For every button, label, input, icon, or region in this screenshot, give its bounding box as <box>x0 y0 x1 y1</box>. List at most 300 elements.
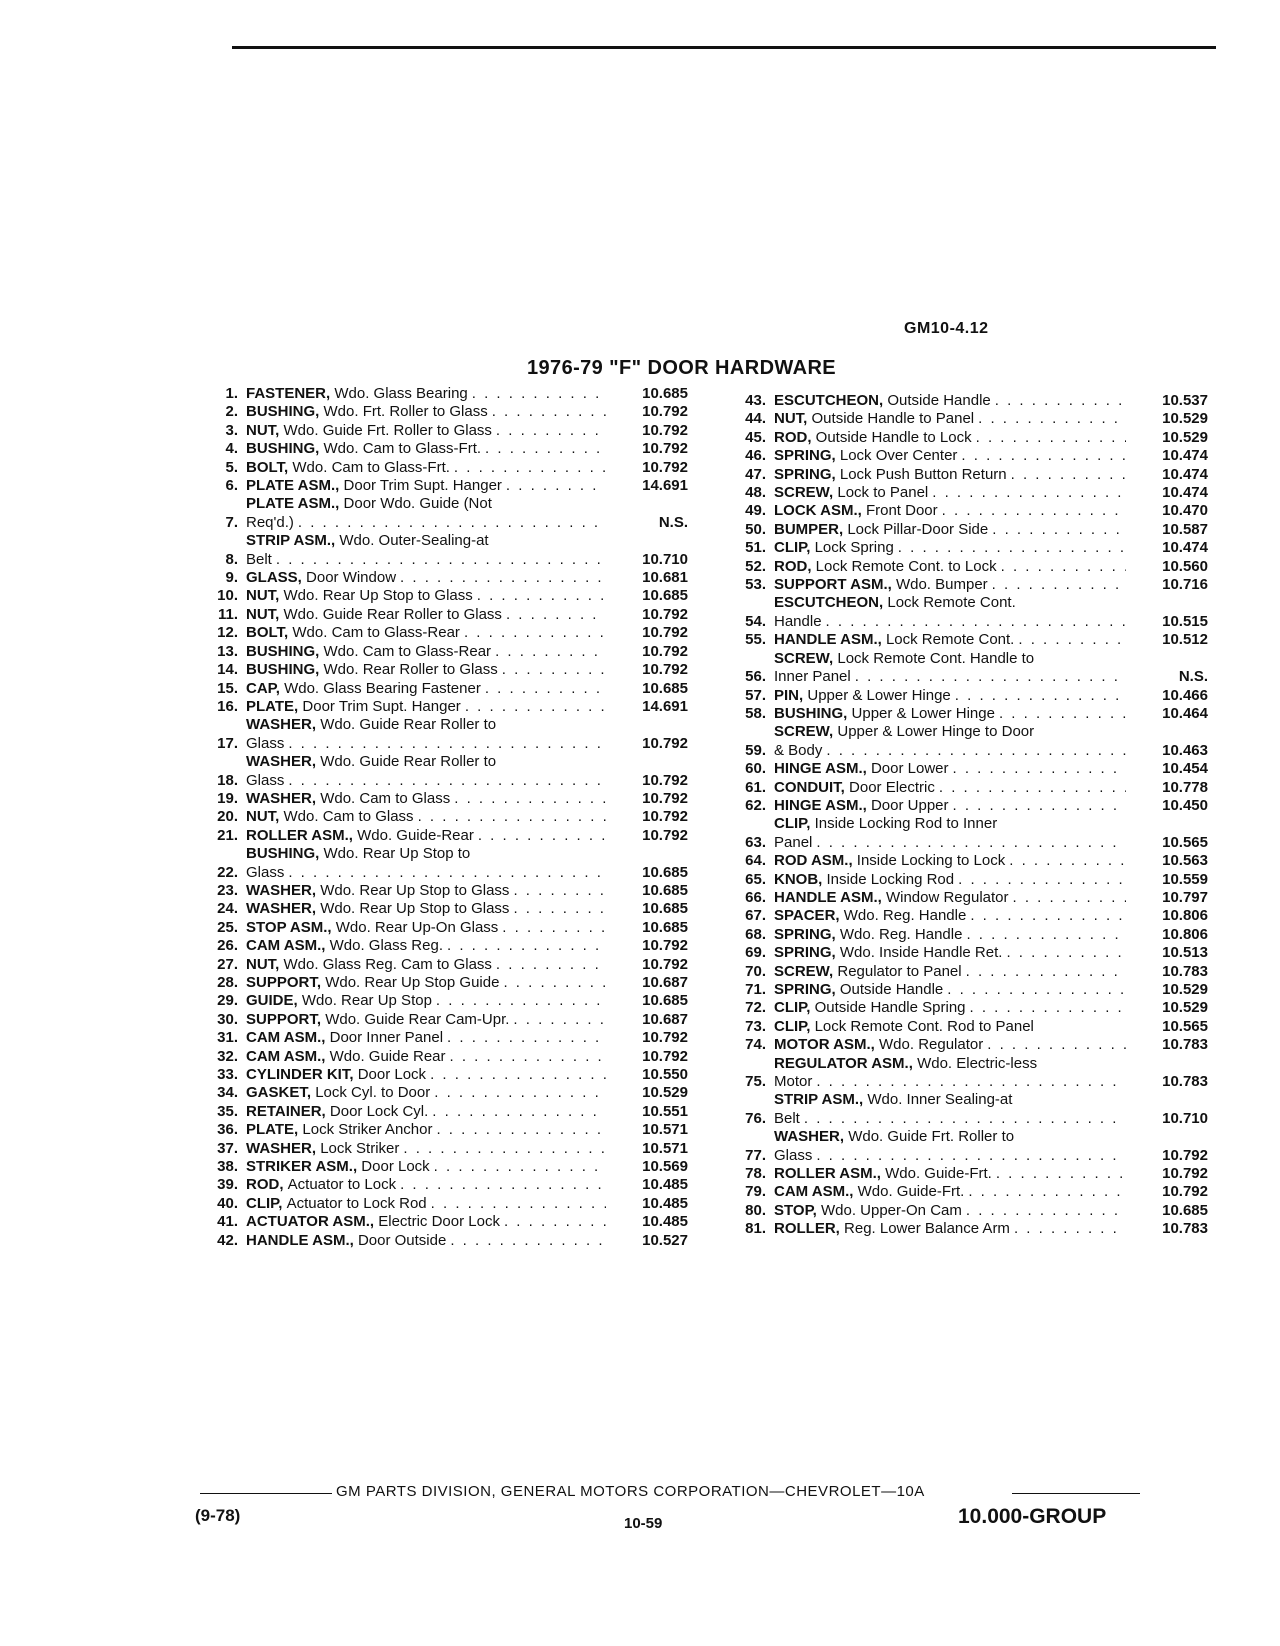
item-number: 22. <box>217 863 238 881</box>
part-name: BUSHING, <box>246 661 320 679</box>
part-name: NUT, <box>246 421 280 439</box>
item-number: 46. <box>745 447 766 465</box>
part-name: CAM ASM., <box>246 1029 326 1047</box>
part-name: BUSHING, <box>246 440 320 458</box>
group-reference: 10.792 <box>642 403 688 421</box>
item-number: 49. <box>745 502 766 520</box>
item-number: 68. <box>745 925 766 943</box>
item-body <box>774 631 1208 649</box>
part-description: Outside Handle to Lock <box>815 428 972 446</box>
item-number: 33. <box>217 1066 238 1084</box>
part-name: SUPPORT, <box>246 1010 322 1028</box>
part-name: ROD, <box>246 1176 284 1194</box>
page-number: 10-59 <box>624 1515 663 1532</box>
part-description-continued: Glass <box>246 734 285 752</box>
item-number: 66. <box>745 888 766 906</box>
part-name: SCREW, <box>774 484 834 502</box>
leader-dots <box>434 1158 606 1176</box>
item-number: 81. <box>745 1220 766 1238</box>
part-name: HANDLE ASM., <box>774 888 882 906</box>
leader-dots <box>513 1011 606 1029</box>
part-name: CYLINDER KIT, <box>246 1066 354 1084</box>
part-description: Wdo. Regulator <box>879 1036 984 1054</box>
parts-row <box>726 594 1208 631</box>
parts-row <box>726 558 1208 576</box>
leader-dots <box>434 1084 606 1102</box>
part-name: CLIP, <box>774 539 811 557</box>
item-line <box>774 687 1208 705</box>
group-reference: 10.792 <box>642 1029 688 1047</box>
parts-row <box>198 992 688 1010</box>
leader-dots <box>966 926 1126 944</box>
page-title: 1976-79 "F" DOOR HARDWARE <box>527 357 837 379</box>
group-reference: 10.515 <box>1162 612 1208 630</box>
group-reference: 10.792 <box>642 789 688 807</box>
item-number: 70. <box>745 962 766 980</box>
parts-row <box>726 981 1208 999</box>
item-number: 47. <box>745 465 766 483</box>
group-reference: 14.691 <box>642 697 688 715</box>
item-number: 17. <box>217 734 238 752</box>
item-body <box>774 852 1208 870</box>
item-number: 7. <box>225 513 238 531</box>
group-reference: 10.685 <box>642 385 688 402</box>
part-name: WASHER, <box>246 881 317 899</box>
item-line <box>774 999 1208 1017</box>
item-line <box>774 539 1208 557</box>
footer-rule-left <box>200 1493 332 1494</box>
leader-dots <box>432 1103 606 1121</box>
item-number: 75. <box>745 1073 766 1091</box>
group-reference: 10.792 <box>642 458 688 476</box>
part-name: ROLLER ASM., <box>246 826 353 844</box>
group-reference: 10.685 <box>642 900 688 918</box>
part-description: Door Lock <box>361 1158 430 1176</box>
leader-dots <box>942 502 1126 520</box>
item-line <box>774 502 1208 520</box>
item-body <box>774 723 1208 760</box>
item-line <box>774 1128 1208 1146</box>
leader-dots <box>436 992 606 1010</box>
item-number: 24. <box>217 900 238 918</box>
item-body <box>774 484 1208 502</box>
parts-row <box>726 963 1208 981</box>
item-line <box>774 1202 1208 1220</box>
group-reference: 10.454 <box>1162 760 1208 778</box>
item-body <box>774 687 1208 705</box>
group-reference: 10.464 <box>1162 704 1208 722</box>
leader-dots <box>400 569 606 587</box>
part-description: Wdo. Outer-Sealing-at <box>339 532 489 550</box>
part-description: Wdo. Cam to Glass-Rear <box>323 642 492 660</box>
part-description: Wdo. Electric-less <box>917 1054 1038 1072</box>
parts-row <box>198 1140 688 1158</box>
part-description: Lock Over Center <box>839 447 958 465</box>
item-number: 44. <box>745 410 766 428</box>
parts-row <box>198 790 688 808</box>
item-number: 64. <box>745 852 766 870</box>
part-name: BUSHING, <box>246 403 320 421</box>
part-description: Wdo. Guide Rear Roller to <box>320 753 497 771</box>
item-number: 42. <box>217 1231 238 1249</box>
leader-dots <box>953 760 1126 778</box>
leader-dots <box>288 772 606 790</box>
parts-row <box>198 937 688 955</box>
part-description: Lock Remote Cont. Rod to Panel <box>814 1017 1034 1035</box>
leader-dots <box>454 459 606 477</box>
part-name: SUPPORT ASM., <box>774 576 892 594</box>
leader-dots <box>506 606 606 624</box>
part-description: Window Regulator <box>885 888 1009 906</box>
group-reference: 10.783 <box>1162 1073 1208 1091</box>
part-description: Wdo. Frt. Roller to Glass <box>323 403 488 421</box>
group-reference: 10.463 <box>1162 741 1208 759</box>
part-name: BUSHING, <box>774 704 848 722</box>
item-line <box>774 1036 1208 1054</box>
part-name: STOP, <box>774 1201 817 1219</box>
parts-list-right <box>726 392 1208 1239</box>
leader-dots <box>403 1140 606 1158</box>
parts-row <box>726 760 1208 778</box>
item-body <box>246 1103 688 1121</box>
part-description: Door Window <box>306 569 397 587</box>
parts-row <box>198 882 688 900</box>
item-number: 35. <box>217 1102 238 1120</box>
item-number: 3. <box>225 421 238 439</box>
item-body <box>246 1029 688 1047</box>
leader-dots <box>970 907 1126 925</box>
group-reference: 10.550 <box>642 1066 688 1084</box>
parts-row <box>198 1084 688 1102</box>
leader-dots <box>502 919 606 937</box>
part-name: PLATE, <box>246 697 299 715</box>
item-number: 78. <box>745 1165 766 1183</box>
part-name: ROLLER ASM., <box>774 1165 881 1183</box>
parts-row <box>198 919 688 937</box>
parts-row <box>198 1213 688 1231</box>
parts-row <box>726 447 1208 465</box>
part-description-continued: Belt <box>246 550 272 568</box>
leader-dots <box>496 422 606 440</box>
parts-row <box>726 797 1208 815</box>
leader-dots <box>430 1066 606 1084</box>
leader-dots <box>450 1232 606 1250</box>
item-line <box>246 1084 688 1102</box>
item-line <box>774 447 1208 465</box>
leader-dots <box>968 1183 1126 1201</box>
part-description-continued: Motor <box>774 1073 813 1091</box>
item-line <box>246 864 688 882</box>
part-name: LOCK ASM., <box>774 502 862 520</box>
item-body <box>246 1195 688 1213</box>
part-name: HINGE ASM., <box>774 760 867 778</box>
part-description: Wdo. Rear Up Stop <box>301 992 432 1010</box>
item-number: 6. <box>225 477 238 495</box>
item-number: 65. <box>745 870 766 888</box>
part-name: WASHER, <box>774 1128 845 1146</box>
part-description: Wdo. Guide Rear Cam-Upr. <box>325 1010 510 1028</box>
item-number: 57. <box>745 686 766 704</box>
part-description: Wdo. Cam to Glass-Frt. <box>292 458 450 476</box>
item-line <box>246 514 688 532</box>
group-reference: 10.710 <box>1162 1109 1208 1127</box>
group-reference: 10.783 <box>1162 1220 1208 1238</box>
parts-row <box>726 410 1208 428</box>
item-line <box>774 1018 1208 1036</box>
part-name: NUT, <box>246 587 280 605</box>
group-reference: 10.792 <box>642 826 688 844</box>
part-description: Door Inner Panel <box>329 1029 444 1047</box>
item-line <box>246 698 688 716</box>
leader-dots <box>504 1213 606 1231</box>
part-name: FASTENER, <box>246 385 331 402</box>
parts-row <box>726 815 1208 852</box>
item-line <box>246 937 688 955</box>
part-description: Lock Striker Anchor <box>302 1121 433 1139</box>
group-reference: 10.529 <box>642 1084 688 1102</box>
part-description: Door Wdo. Guide (Not <box>343 495 492 513</box>
parts-row <box>198 680 688 698</box>
part-description: Lock Push Button Return <box>839 465 1007 483</box>
item-number: 2. <box>225 403 238 421</box>
parts-row <box>198 1048 688 1066</box>
item-line <box>246 569 688 587</box>
part-name: CONDUIT, <box>774 778 845 796</box>
parts-row <box>198 1176 688 1194</box>
item-body <box>246 587 688 605</box>
item-body <box>246 495 688 532</box>
part-description: Wdo. Reg. Handle <box>843 907 967 925</box>
part-description: Lock Pillar-Door Side <box>847 520 989 538</box>
part-description: Actuator to Lock <box>287 1176 397 1194</box>
item-body <box>246 882 688 900</box>
group-reference: 10.806 <box>1162 925 1208 943</box>
leader-dots <box>939 779 1126 797</box>
item-line <box>246 587 688 605</box>
item-line <box>774 558 1208 576</box>
part-name: NUT, <box>246 808 280 826</box>
item-line <box>246 753 688 771</box>
parts-row <box>726 631 1208 649</box>
parts-row <box>726 779 1208 797</box>
part-description: Lock Striker <box>320 1139 400 1157</box>
part-description: Wdo. Glass Reg. Cam to Glass <box>283 955 492 973</box>
item-body <box>246 643 688 661</box>
part-description-continued: Handle <box>774 612 822 630</box>
part-description: Wdo. Inner Sealing-at <box>867 1091 1013 1109</box>
item-line <box>246 477 688 495</box>
item-body <box>774 1165 1208 1183</box>
parts-row <box>726 539 1208 557</box>
item-line <box>246 661 688 679</box>
item-number: 15. <box>217 679 238 697</box>
item-number: 26. <box>217 937 238 955</box>
part-description: Door Electric <box>849 778 935 796</box>
part-description: Upper & Lower Hinge <box>807 686 951 704</box>
item-body <box>774 1036 1208 1054</box>
parts-row <box>198 1121 688 1139</box>
parts-row <box>198 698 688 716</box>
group-reference: 10.569 <box>642 1158 688 1176</box>
item-number: 32. <box>217 1047 238 1065</box>
leader-dots <box>447 937 606 955</box>
item-number: 69. <box>745 944 766 962</box>
item-line <box>774 1183 1208 1201</box>
part-description: Door Trim Supt. Hanger <box>302 697 461 715</box>
item-number: 18. <box>217 771 238 789</box>
item-body <box>246 1011 688 1029</box>
item-body <box>774 944 1208 962</box>
parts-row <box>198 956 688 974</box>
item-line <box>246 624 688 642</box>
part-description: Inside Locking Rod <box>826 870 955 888</box>
item-line <box>774 410 1208 428</box>
parts-row <box>198 1158 688 1176</box>
item-line <box>774 1147 1208 1165</box>
item-body <box>774 539 1208 557</box>
part-description: Lock Remote Cont. Handle to <box>837 649 1035 667</box>
part-description: Wdo. Upper-On Cam <box>820 1201 962 1219</box>
leader-dots <box>898 539 1126 557</box>
item-body <box>246 1213 688 1231</box>
item-body <box>774 447 1208 465</box>
parts-row <box>726 705 1208 723</box>
group-reference: 10.783 <box>1162 962 1208 980</box>
part-name: CAM ASM., <box>246 1047 326 1065</box>
item-body <box>774 815 1208 852</box>
item-number: 80. <box>745 1201 766 1219</box>
item-number: 43. <box>745 392 766 409</box>
parts-row <box>726 907 1208 925</box>
group-reference: 10.792 <box>642 955 688 973</box>
part-description: Wdo. Guide-Frt. <box>857 1183 965 1201</box>
item-line <box>774 613 1208 631</box>
parts-row <box>198 1103 688 1121</box>
item-line <box>774 815 1208 833</box>
item-body <box>246 1140 688 1158</box>
item-body <box>246 606 688 624</box>
item-line <box>246 551 688 569</box>
parts-row <box>198 495 688 532</box>
item-body <box>246 624 688 642</box>
item-body <box>246 569 688 587</box>
leader-dots <box>502 661 606 679</box>
parts-row <box>198 1029 688 1047</box>
item-number: 12. <box>217 624 238 642</box>
part-description: Door Lock <box>357 1066 427 1084</box>
item-number: 36. <box>217 1121 238 1139</box>
group-reference: 10.792 <box>642 642 688 660</box>
part-name: RETAINER, <box>246 1102 326 1120</box>
item-line <box>774 1165 1208 1183</box>
item-line <box>246 1195 688 1213</box>
group-reference: 10.792 <box>642 605 688 623</box>
item-line <box>774 1110 1208 1128</box>
item-body <box>246 827 688 845</box>
part-name: GASKET, <box>246 1084 312 1102</box>
part-name: ROD, <box>774 428 812 446</box>
item-body <box>246 1084 688 1102</box>
item-body <box>774 963 1208 981</box>
item-number: 29. <box>217 992 238 1010</box>
part-name: PLATE, <box>246 1121 299 1139</box>
parts-row <box>726 944 1208 962</box>
group-reference: 10.485 <box>642 1213 688 1231</box>
item-number: 27. <box>217 955 238 973</box>
item-line <box>246 1121 688 1139</box>
item-body <box>246 790 688 808</box>
item-body <box>774 779 1208 797</box>
part-description-continued: Glass <box>246 771 285 789</box>
item-body <box>774 392 1208 410</box>
part-description: Wdo. Glass Bearing <box>334 385 468 402</box>
part-name: SCREW, <box>774 649 834 667</box>
part-description: Lock Cyl. to Door <box>315 1084 431 1102</box>
item-line <box>246 606 688 624</box>
part-name: PLATE ASM., <box>246 477 340 495</box>
leader-dots <box>503 974 606 992</box>
item-number: 63. <box>745 833 766 851</box>
parts-row <box>726 723 1208 760</box>
item-number: 1. <box>225 385 238 402</box>
part-description: Wdo. Rear Roller to Glass <box>323 661 498 679</box>
group-reference: 10.474 <box>1162 539 1208 557</box>
leader-dots <box>485 440 606 458</box>
item-number: 52. <box>745 557 766 575</box>
part-name: HINGE ASM., <box>774 796 867 814</box>
item-line <box>774 907 1208 925</box>
part-description: Wdo. Rear Up Stop to Glass <box>320 881 510 899</box>
item-body <box>774 907 1208 925</box>
leader-dots <box>970 999 1126 1017</box>
leader-dots <box>298 514 606 532</box>
part-name: WASHER, <box>246 716 317 734</box>
item-body <box>246 1048 688 1066</box>
parts-row <box>198 403 688 421</box>
item-line <box>246 845 688 863</box>
item-number: 10. <box>217 587 238 605</box>
leader-dots <box>987 1036 1126 1054</box>
item-body <box>774 760 1208 778</box>
part-name: NUT, <box>246 955 280 973</box>
part-description: Front Door <box>865 502 938 520</box>
item-line <box>246 1048 688 1066</box>
item-line <box>246 1213 688 1231</box>
part-description: Wdo. Cam to Glass <box>283 808 414 826</box>
parts-row <box>198 808 688 826</box>
group-reference: 10.565 <box>1162 833 1208 851</box>
item-number: 5. <box>225 458 238 476</box>
item-line <box>246 385 688 403</box>
parts-row <box>198 606 688 624</box>
leader-dots <box>478 827 606 845</box>
part-name: SUPPORT, <box>246 974 322 991</box>
item-body <box>246 716 688 753</box>
leader-dots <box>288 864 606 882</box>
part-name: WASHER, <box>246 900 317 918</box>
part-description: Wdo. Cam to Glass-Frt. <box>323 440 482 458</box>
leader-dots <box>400 1176 606 1194</box>
leader-dots <box>1014 1220 1126 1238</box>
part-name: CAM ASM., <box>246 937 326 955</box>
group-reference: 10.806 <box>1162 907 1208 925</box>
leader-dots <box>454 790 606 808</box>
group-reference: 10.485 <box>642 1194 688 1212</box>
part-description: Door Upper <box>870 796 949 814</box>
part-name: REGULATOR ASM., <box>774 1054 913 1072</box>
item-line <box>246 1103 688 1121</box>
item-line <box>774 779 1208 797</box>
